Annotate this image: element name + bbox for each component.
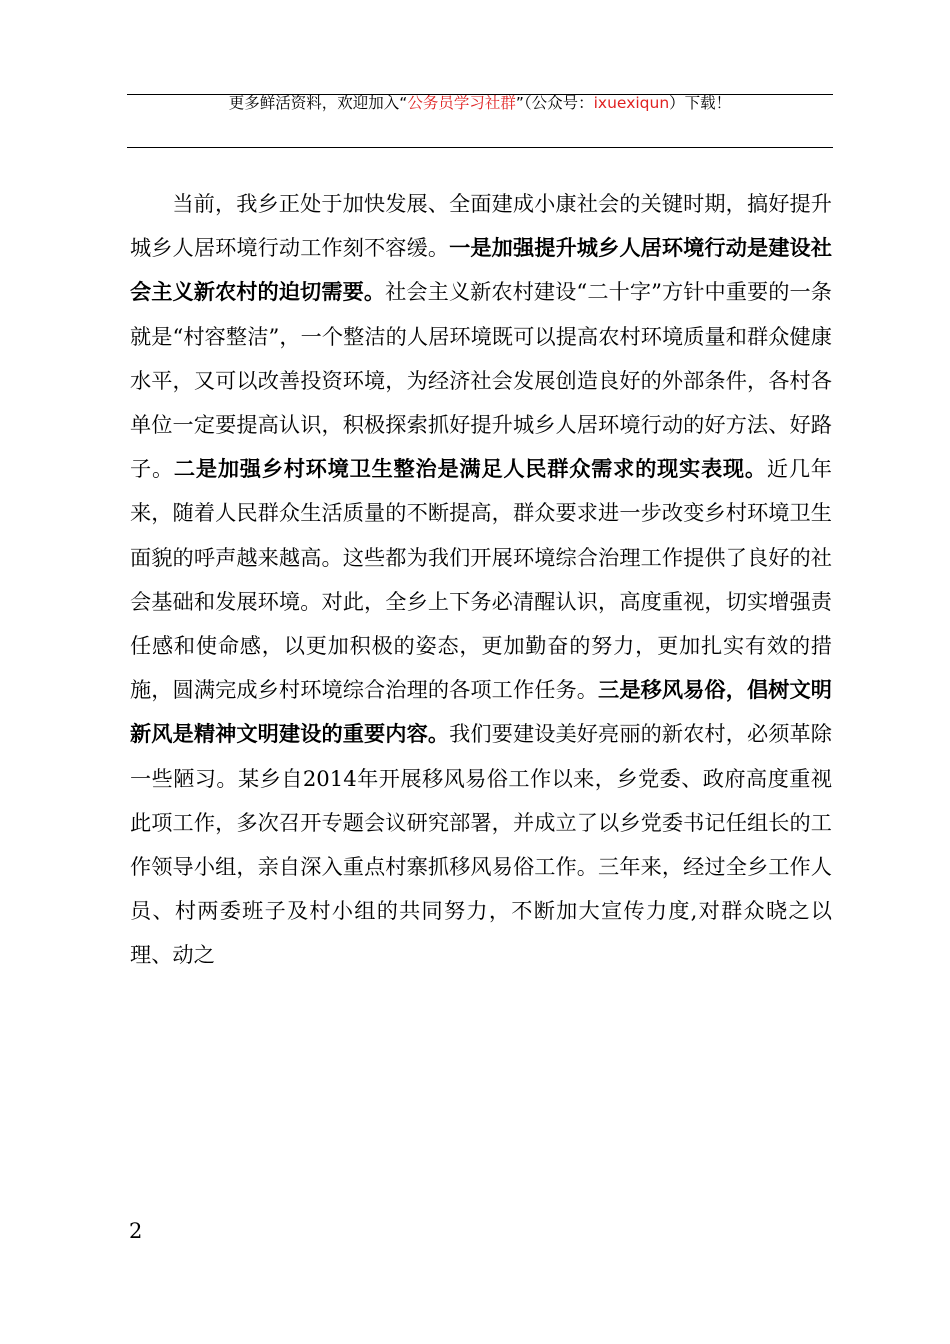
body-text-segment-4: 我们要建设美好亮丽的新农村，必须革除一些陋习。某乡自2014年开展移风易俗工作以来，乡党委、政府高度重视此项工作，多次召开专题会议研究部署，并成立了以乡党委书记任组长的工作领导小组，亲自深入重点村寨抓移风易俗工作。三年来，经过全乡工作人员、村两委班子及村小组的共同努力，不断加大宣传力度,对群众晓之以理、动之 — [130, 721, 832, 968]
page-number: 2 — [129, 1219, 143, 1243]
body-text-segment-1: 当前，我乡正处于加快发展、全面建成小康社会的关键时期，搞好提升城乡人居环境行动工作刻不容缓。 — [130, 191, 832, 261]
header-suffix: ）下载！ — [669, 94, 732, 112]
body-bold-point-2: 二是加强乡村环境卫生整治是满足人民群众需求的现实表现。 — [173, 456, 767, 482]
header-prefix: 更多鲜活资料，欢迎加入“ — [228, 94, 408, 112]
header-group-name-link[interactable]: 公务员学习社群 — [407, 94, 516, 112]
body-text-segment-3: 近几年来，随着人民群众生活质量的不断提高，群众要求进一步改变乡村环境卫生面貌的呼声越来越高。这些都为我们开展环境综合治理工作提供了良好的社会基础和发展环境。对此，全乡上下务必清醒认识，高度重视，切实增强责任感和使命感，以更加积极的姿态，更加勤奋的努力，更加扎实有效的措施，圆满完成乡村环境综合治理的各项工作任务。 — [130, 456, 832, 703]
header-middle: ”（公众号： — [515, 94, 594, 112]
body-bold-point-3: 三是移风易俗，倡树文明新风是精神文明建设的重要内容。 — [130, 677, 832, 747]
body-paragraph — [130, 182, 832, 978]
header-banner-text — [127, 92, 833, 114]
body-text-segment-2: 社会主义新农村建设“二十字”方针中重要的一条就是“村容整洁”，一个整洁的人居环境既可以提高农村环境质量和群众健康水平，又可以改善投资环境，为经济社会发展创造良好的外部条件，各村各单位一定要提高认识，积极探索抓好提升城乡人居环境行动的好方法、好路子。 — [130, 279, 832, 482]
body-bold-point-1: 一是加强提升城乡人居环境行动是建设社会主义新农村的迫切需要。 — [130, 235, 832, 305]
header-account-link[interactable]: ixuexiqun — [593, 94, 670, 112]
header-bottom-rule — [127, 147, 833, 148]
page-header — [127, 84, 833, 150]
